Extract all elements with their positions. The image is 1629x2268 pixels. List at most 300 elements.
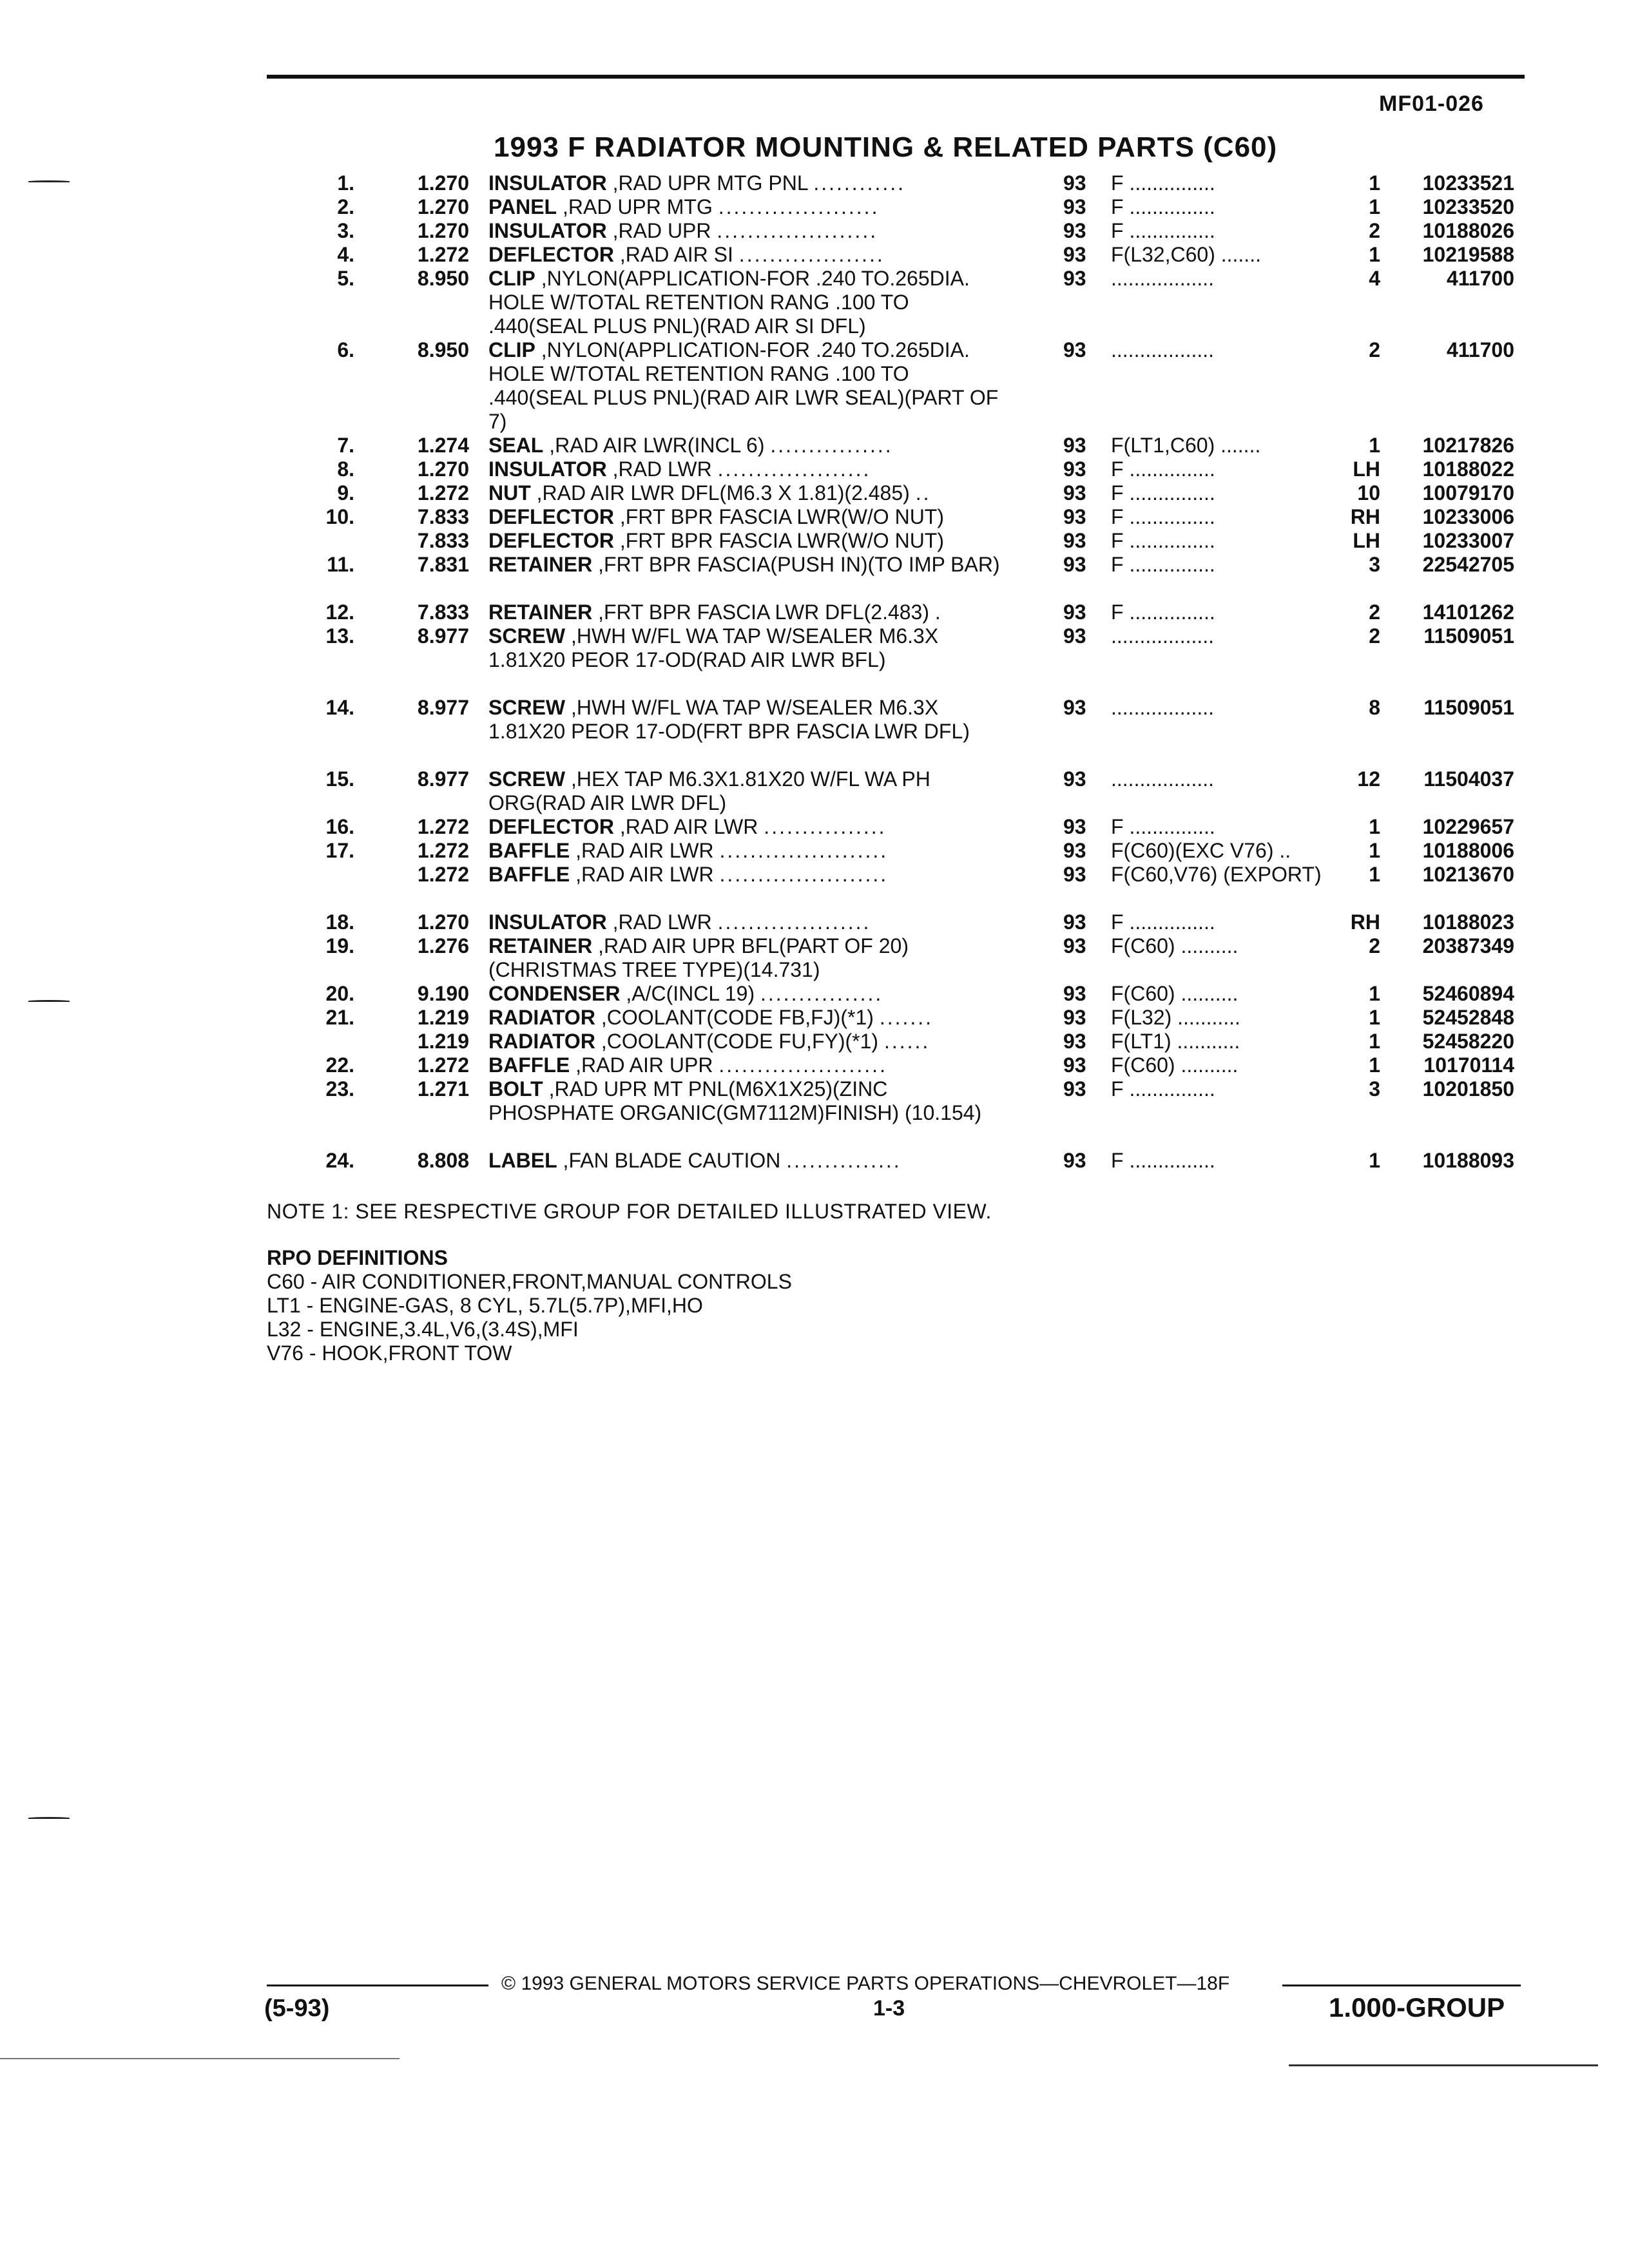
part-detail: ,RAD AIR LWR: [575, 863, 714, 886]
part-description: [488, 1149, 1007, 1173]
leader-dots: ................: [770, 434, 893, 457]
table-row: [0, 934, 1629, 982]
item-number: 18.: [325, 910, 354, 934]
quantity: 8: [1369, 696, 1380, 719]
part-number: 10170114: [1423, 1053, 1514, 1077]
part-detail: ,A/C(INCL 19): [626, 982, 755, 1005]
application: ..................: [1111, 338, 1215, 361]
part-description: [488, 696, 1007, 744]
application: F ...............: [1111, 1149, 1215, 1172]
footer-rule-right: [1282, 1984, 1521, 1986]
part-detail: ,RAD UPR MTG: [562, 195, 713, 218]
part-name: DEFLECTOR: [488, 529, 614, 552]
part-description: [488, 934, 1007, 982]
application: ..................: [1111, 267, 1215, 290]
group-number: 1.274: [417, 434, 469, 457]
table-row: [0, 481, 1629, 505]
part-name: BOLT: [488, 1077, 543, 1100]
table-row: [0, 195, 1629, 219]
group-number: 1.271: [417, 1077, 469, 1100]
part-detail: ,FRT BPR FASCIA LWR(W/O NUT): [619, 505, 944, 528]
table-row: [0, 601, 1629, 624]
part-name: CLIP: [488, 338, 535, 361]
table-row: [0, 982, 1629, 1006]
part-number: 10233007: [1422, 529, 1514, 552]
application: F(LT1,C60) .......: [1111, 434, 1261, 457]
part-name: DEFLECTOR: [488, 815, 614, 838]
quantity: 1: [1369, 171, 1380, 195]
group-number: 1.270: [417, 171, 469, 195]
quantity: 1: [1369, 195, 1380, 218]
model-year: 93: [1063, 434, 1086, 457]
group-number: 1.272: [417, 839, 469, 862]
item-number: 21.: [325, 1006, 354, 1029]
part-number: 10233006: [1422, 505, 1514, 528]
group-number: 7.833: [417, 529, 469, 552]
group-number: 1.270: [417, 457, 469, 481]
part-description: [488, 601, 1007, 624]
table-row: [0, 910, 1629, 934]
leader-dots: ..: [915, 481, 931, 505]
part-name: RETAINER: [488, 553, 593, 576]
part-number: 10233520: [1422, 195, 1514, 218]
part-name: SCREW: [488, 767, 566, 791]
leader-dots: ......................: [719, 839, 889, 862]
part-detail: ,RAD AIR UPR: [575, 1053, 713, 1077]
item-number: 22.: [325, 1053, 354, 1077]
part-detail: ,RAD AIR LWR: [575, 839, 714, 862]
application: F(C60) ..........: [1111, 982, 1239, 1005]
application: F ...............: [1111, 457, 1215, 481]
part-description: [488, 1030, 1007, 1053]
table-row: [0, 171, 1629, 195]
part-name: RETAINER: [488, 601, 593, 624]
quantity: 1: [1369, 1006, 1380, 1029]
part-detail: ,RAD LWR: [612, 457, 712, 481]
quantity: 1: [1369, 1053, 1380, 1077]
part-name: BAFFLE: [488, 1053, 570, 1077]
quantity: 3: [1369, 553, 1380, 576]
group-number: 1.270: [417, 910, 469, 934]
part-number: 411700: [1446, 338, 1514, 361]
part-number: 10229657: [1422, 815, 1514, 838]
model-year: 93: [1063, 171, 1086, 195]
part-description: [488, 910, 1007, 934]
table-row: [0, 434, 1629, 457]
part-description: [488, 529, 1007, 553]
model-year: 93: [1063, 505, 1086, 528]
footer-group: 1.000-GROUP: [1329, 1992, 1505, 2023]
part-name: CONDENSER: [488, 982, 621, 1005]
table-row: [0, 839, 1629, 863]
leader-dots: ......................: [719, 863, 889, 886]
binder-mark: [28, 1000, 70, 1002]
application: F(L32) ...........: [1111, 1006, 1240, 1029]
part-name: RADIATOR: [488, 1030, 595, 1053]
part-number: 52458220: [1422, 1030, 1514, 1053]
part-detail: ,RAD UPR: [612, 219, 711, 242]
quantity: 2: [1369, 219, 1380, 242]
item-number: 11.: [327, 553, 354, 576]
leader-dots: ...................: [738, 243, 885, 266]
part-number: 10188026: [1422, 219, 1514, 242]
part-description: [488, 195, 1007, 219]
application: F ...............: [1111, 601, 1215, 624]
footer-date: (5-93): [264, 1995, 330, 2022]
part-detail: ,NYLON(APPLICATION-FOR .240 TO.265DIA. HOLE W/TOTAL RETENTION RANG .100 TO .440(SEAL PLUS PNL)(RAD AIR SI DFL): [488, 267, 970, 338]
group-number: 1.272: [417, 481, 469, 505]
application: F ...............: [1111, 219, 1215, 242]
part-description: [488, 457, 1007, 481]
rpo-definition: LT1 - ENGINE-GAS, 8 CYL, 5.7L(5.7P),MFI,HO: [267, 1294, 703, 1317]
application: F(C60)(EXC V76) ..: [1111, 839, 1291, 862]
model-year: 93: [1063, 1149, 1086, 1172]
part-name: RADIATOR: [488, 1006, 595, 1029]
table-row: [0, 767, 1629, 815]
item-number: 13.: [325, 624, 354, 648]
part-detail: ,COOLANT(CODE FB,FJ)(*1): [601, 1006, 874, 1029]
table-row: [0, 696, 1629, 767]
part-description: [488, 481, 1007, 505]
part-name: RETAINER: [488, 934, 593, 957]
application: ..................: [1111, 767, 1215, 791]
application: F ...............: [1111, 481, 1215, 505]
group-number: 1.219: [417, 1030, 469, 1053]
part-number: 11509051: [1423, 696, 1514, 719]
application: F(C60,V76) (EXPORT): [1111, 863, 1322, 886]
item-number: 7.: [337, 434, 354, 457]
part-name: INSULATOR: [488, 219, 607, 242]
part-detail: ,FAN BLADE CAUTION: [563, 1149, 781, 1172]
part-name: INSULATOR: [488, 457, 607, 481]
item-number: 17.: [325, 839, 354, 862]
part-name: DEFLECTOR: [488, 243, 614, 266]
table-row: [0, 219, 1629, 243]
leader-dots: ....................: [717, 910, 871, 934]
part-description: [488, 434, 1007, 457]
model-year: 93: [1063, 982, 1086, 1005]
part-description: [488, 767, 1007, 815]
quantity: 12: [1357, 767, 1380, 791]
item-number: 23.: [325, 1077, 354, 1100]
leader-dots: .: [934, 601, 943, 624]
application: F ...............: [1111, 1077, 1215, 1100]
quantity: 1: [1369, 434, 1380, 457]
part-number: 10217826: [1422, 434, 1514, 457]
item-number: 3.: [337, 219, 354, 242]
application: F ...............: [1111, 553, 1215, 576]
quantity: 1: [1369, 1149, 1380, 1172]
part-number: 10201850: [1422, 1077, 1514, 1100]
bottom-rule-right: [1289, 2064, 1598, 2066]
part-number: 10213670: [1422, 863, 1514, 886]
table-row: [0, 267, 1629, 338]
footer-rule-left: [267, 1984, 488, 1986]
model-year: 93: [1063, 1053, 1086, 1077]
part-description: [488, 1053, 1007, 1077]
part-detail: ,HEX TAP M6.3X1.81X20 W/FL WA PH ORG(RAD AIR LWR DFL): [488, 767, 930, 814]
top-rule: [267, 75, 1525, 79]
table-row: [0, 1077, 1629, 1149]
quantity: 2: [1369, 601, 1380, 624]
quantity: 1: [1369, 1030, 1380, 1053]
group-number: 8.977: [417, 767, 469, 791]
group-number: 1.272: [417, 863, 469, 886]
item-number: 4.: [337, 243, 354, 266]
leader-dots: ................: [760, 982, 883, 1005]
part-number: 14101262: [1422, 601, 1514, 624]
part-number: 10188006: [1422, 839, 1514, 862]
part-name: BAFFLE: [488, 839, 570, 862]
table-row: [0, 457, 1629, 481]
table-row: [0, 1053, 1629, 1077]
leader-dots: ......................: [718, 1053, 887, 1077]
group-number: 7.833: [417, 505, 469, 528]
binder-mark: [28, 1817, 70, 1819]
part-detail: ,NYLON(APPLICATION-FOR .240 TO.265DIA. HOLE W/TOTAL RETENTION RANG .100 TO .440(SEAL PLUS PNL)(RAD AIR LWR SEAL)(PART OF 7): [488, 338, 999, 433]
part-name: SEAL: [488, 434, 544, 457]
part-description: [488, 505, 1007, 529]
part-description: [488, 1077, 1007, 1125]
model-year: 93: [1063, 553, 1086, 576]
application: F ...............: [1111, 505, 1215, 528]
part-name: BAFFLE: [488, 863, 570, 886]
group-number: 9.190: [417, 982, 469, 1005]
model-year: 93: [1063, 267, 1086, 290]
group-number: 1.272: [417, 1053, 469, 1077]
quantity: 4: [1369, 267, 1380, 290]
part-detail: ,RAD UPR MT PNL(M6X1X25)(ZINC PHOSPHATE ORGANIC(GM7112M)FINISH) (10.154): [488, 1077, 982, 1124]
part-detail: ,FRT BPR FASCIA LWR DFL(2.483): [598, 601, 929, 624]
application: F ...............: [1111, 529, 1215, 552]
table-row: [0, 863, 1629, 910]
item-number: 5.: [337, 267, 354, 290]
leader-dots: ...............: [786, 1149, 901, 1172]
binder-mark: [28, 180, 70, 182]
application: F ...............: [1111, 195, 1215, 218]
table-row: [0, 1149, 1629, 1173]
part-detail: ,RAD LWR: [612, 910, 712, 934]
model-year: 93: [1063, 529, 1086, 552]
quantity: 3: [1369, 1077, 1380, 1100]
model-year: 93: [1063, 863, 1086, 886]
application: F(C60) ..........: [1111, 934, 1239, 957]
model-year: 93: [1063, 195, 1086, 218]
item-number: 15.: [325, 767, 354, 791]
table-row: [0, 243, 1629, 267]
application: F ...............: [1111, 171, 1215, 195]
part-number: 52460894: [1422, 982, 1514, 1005]
model-year: 93: [1063, 481, 1086, 505]
rpo-definition: V76 - HOOK,FRONT TOW: [267, 1341, 512, 1365]
part-number: 22542705: [1422, 553, 1514, 576]
quantity: 2: [1369, 338, 1380, 361]
part-number: 10233521: [1422, 171, 1514, 195]
page-title: 1993 F RADIATOR MOUNTING & RELATED PARTS (C60): [494, 131, 1278, 163]
model-year: 93: [1063, 815, 1086, 838]
part-description: [488, 815, 1007, 839]
rpo-title: RPO DEFINITIONS: [267, 1246, 448, 1269]
part-name: INSULATOR: [488, 171, 607, 195]
group-number: 1.272: [417, 815, 469, 838]
group-number: 8.977: [417, 696, 469, 719]
leader-dots: ................: [764, 815, 887, 838]
quantity: 1: [1369, 243, 1380, 266]
part-description: [488, 553, 1007, 577]
application: ..................: [1111, 696, 1215, 719]
application: F(C60) ..........: [1111, 1053, 1239, 1077]
table-row: [0, 624, 1629, 696]
item-number: 9.: [337, 481, 354, 505]
part-number: 11504037: [1423, 767, 1514, 791]
part-name: INSULATOR: [488, 910, 607, 934]
part-number: 11509051: [1423, 624, 1514, 648]
part-number: 10188022: [1422, 457, 1514, 481]
part-number: 10219588: [1422, 243, 1514, 266]
quantity: 1: [1369, 815, 1380, 838]
table-row: [0, 529, 1629, 553]
item-number: 6.: [337, 338, 354, 361]
quantity: 1: [1369, 839, 1380, 862]
part-number: 20387349: [1422, 934, 1514, 957]
leader-dots: .....................: [718, 195, 880, 218]
leader-dots: .....................: [717, 219, 878, 242]
group-number: 8.950: [417, 338, 469, 361]
part-description: [488, 982, 1007, 1006]
note-text: NOTE 1: SEE RESPECTIVE GROUP FOR DETAILED ILLUSTRATED VIEW.: [267, 1200, 992, 1223]
part-detail: ,HWH W/FL WA TAP W/SEALER M6.3X 1.81X20 PEOR 17-OD(FRT BPR FASCIA LWR DFL): [488, 696, 970, 743]
group-number: 1.272: [417, 243, 469, 266]
part-detail: ,RAD UPR MTG PNL: [612, 171, 808, 195]
quantity: 1: [1369, 863, 1380, 886]
part-number: 10188093: [1422, 1149, 1514, 1172]
table-row: [0, 505, 1629, 529]
group-number: 7.831: [417, 553, 469, 576]
rpo-definition: L32 - ENGINE,3.4L,V6,(3.4S),MFI: [267, 1318, 579, 1341]
part-detail: ,RAD AIR SI: [619, 243, 733, 266]
model-year: 93: [1063, 1077, 1086, 1100]
leader-dots: ....................: [717, 457, 871, 481]
leader-dots: ............: [813, 171, 906, 195]
item-number: 10.: [325, 505, 354, 528]
item-number: 1.: [337, 171, 354, 195]
document-id: MF01-026: [1379, 91, 1484, 116]
leader-dots: .......: [879, 1006, 934, 1029]
quantity: 2: [1369, 624, 1380, 648]
part-number: 10079170: [1422, 481, 1514, 505]
part-number: 411700: [1446, 267, 1514, 290]
part-detail: ,COOLANT(CODE FU,FY)(*1): [601, 1030, 879, 1053]
group-number: 8.977: [417, 624, 469, 648]
model-year: 93: [1063, 219, 1086, 242]
part-description: [488, 863, 1007, 887]
item-number: 8.: [337, 457, 354, 481]
group-number: 1.270: [417, 195, 469, 218]
parts-table: [0, 171, 1629, 1173]
rpo-definitions: [267, 1246, 792, 1365]
group-number: 1.270: [417, 219, 469, 242]
part-detail: ,HWH W/FL WA TAP W/SEALER M6.3X 1.81X20 PEOR 17-OD(RAD AIR LWR BFL): [488, 624, 939, 671]
quantity: RH: [1350, 505, 1380, 528]
quantity: 1: [1369, 982, 1380, 1005]
item-number: 12.: [325, 601, 354, 624]
quantity: LH: [1353, 529, 1380, 552]
footer-copyright: © 1993 GENERAL MOTORS SERVICE PARTS OPERATIONS—CHEVROLET—18F: [501, 1973, 1230, 1994]
model-year: 93: [1063, 624, 1086, 648]
part-description: [488, 624, 1007, 672]
model-year: 93: [1063, 839, 1086, 862]
model-year: 93: [1063, 243, 1086, 266]
table-row: [0, 338, 1629, 434]
part-name: PANEL: [488, 195, 557, 218]
item-number: 16.: [325, 815, 354, 838]
table-row: [0, 1030, 1629, 1053]
part-description: [488, 219, 1007, 243]
part-description: [488, 243, 1007, 267]
part-number: 52452848: [1422, 1006, 1514, 1029]
model-year: 93: [1063, 910, 1086, 934]
bottom-rule-left: [0, 2058, 400, 2059]
part-name: SCREW: [488, 696, 566, 719]
item-number: 24.: [325, 1149, 354, 1172]
group-number: 8.950: [417, 267, 469, 290]
part-detail: ,FRT BPR FASCIA(PUSH IN)(TO IMP BAR): [598, 553, 1000, 576]
item-number: 14.: [325, 696, 354, 719]
part-number: 10188023: [1422, 910, 1514, 934]
table-row: [0, 1006, 1629, 1030]
group-number: 1.219: [417, 1006, 469, 1029]
group-number: 7.833: [417, 601, 469, 624]
model-year: 93: [1063, 1006, 1086, 1029]
model-year: 93: [1063, 601, 1086, 624]
part-detail: ,RAD AIR UPR BFL(PART OF 20) (CHRISTMAS TREE TYPE)(14.731): [488, 934, 909, 981]
part-name: SCREW: [488, 624, 566, 648]
item-number: 2.: [337, 195, 354, 218]
model-year: 93: [1063, 696, 1086, 719]
part-description: [488, 1006, 1007, 1030]
application: F(L32,C60) .......: [1111, 243, 1261, 266]
application: F ...............: [1111, 910, 1215, 934]
model-year: 93: [1063, 338, 1086, 361]
table-row: [0, 815, 1629, 839]
quantity: RH: [1350, 910, 1380, 934]
model-year: 93: [1063, 767, 1086, 791]
part-description: [488, 839, 1007, 863]
item-number: 19.: [325, 934, 354, 957]
part-name: LABEL: [488, 1149, 557, 1172]
item-number: 20.: [325, 982, 354, 1005]
part-description: [488, 171, 1007, 195]
part-name: DEFLECTOR: [488, 505, 614, 528]
application: F(LT1) ...........: [1111, 1030, 1240, 1053]
part-description: [488, 267, 1007, 338]
group-number: 8.808: [417, 1149, 469, 1172]
part-detail: ,FRT BPR FASCIA LWR(W/O NUT): [619, 529, 944, 552]
model-year: 93: [1063, 934, 1086, 957]
part-detail: ,RAD AIR LWR(INCL 6): [549, 434, 765, 457]
quantity: 10: [1357, 481, 1380, 505]
application: F ...............: [1111, 815, 1215, 838]
rpo-definition: C60 - AIR CONDITIONER,FRONT,MANUAL CONTROLS: [267, 1270, 792, 1293]
model-year: 93: [1063, 1030, 1086, 1053]
application: ..................: [1111, 624, 1215, 648]
part-name: CLIP: [488, 267, 535, 290]
page-number: 1-3: [873, 1996, 905, 2021]
quantity: LH: [1353, 457, 1380, 481]
quantity: 2: [1369, 934, 1380, 957]
part-detail: ,RAD AIR LWR: [619, 815, 758, 838]
group-number: 1.276: [417, 934, 469, 957]
